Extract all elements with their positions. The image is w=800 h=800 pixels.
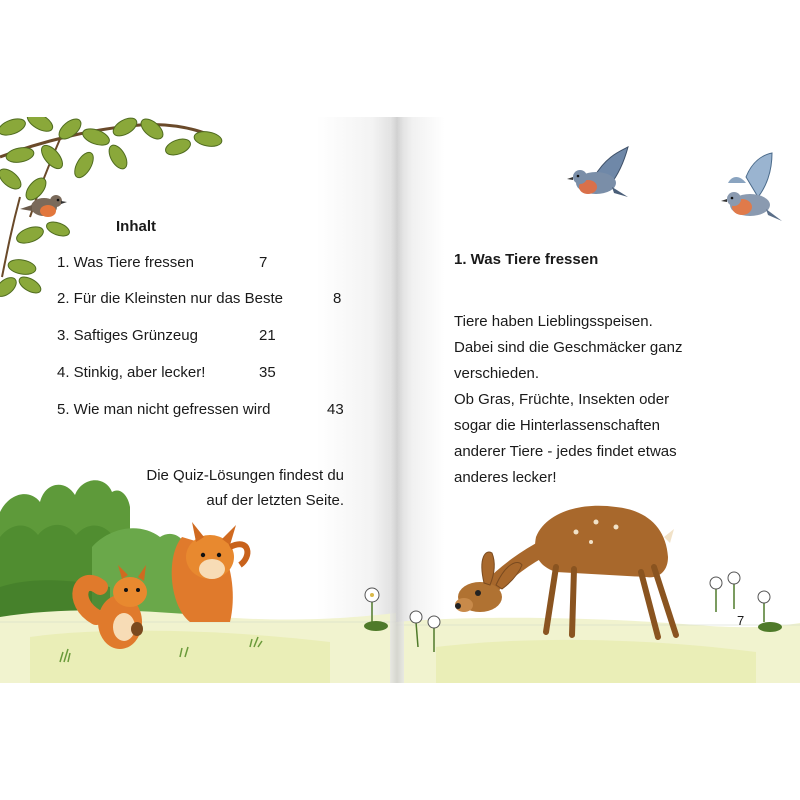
body-line: Dabei sind die Geschmäcker ganz: [454, 339, 683, 356]
toc-entry-title: 3. Saftiges Grünzeug: [57, 327, 198, 344]
white-flower-icon: [364, 588, 388, 631]
toc-entry: [57, 364, 347, 384]
toc-entry: [57, 254, 347, 274]
toc-entry-title: 1. Was Tiere fressen: [57, 254, 194, 271]
body-line: verschieden.: [454, 365, 540, 382]
page-number: 7: [737, 613, 745, 628]
toc-entry: [57, 327, 347, 347]
body-line: anderes lecker!: [454, 469, 557, 486]
quiz-note-line: auf der letzten Seite.: [206, 492, 344, 509]
chapter-title: 1. Was Tiere fressen: [454, 251, 599, 268]
body-line: Ob Gras, Früchte, Insekten oder: [454, 391, 670, 408]
toc-entry-page: 8: [333, 290, 342, 307]
toc-entry-page: 21: [259, 327, 276, 344]
toc-entry-page: 43: [327, 401, 344, 418]
right-page: [396, 117, 800, 683]
chapter-body: [454, 309, 682, 491]
book-spread: [0, 117, 800, 683]
left-page-illustrations: [0, 117, 396, 683]
body-line: sogar die Hinterlassenschaften: [454, 417, 660, 434]
toc-entry-page: 35: [259, 364, 276, 381]
body-line: anderer Tiere - jedes findet etwas: [454, 443, 677, 460]
robin-flying-icon: [721, 153, 782, 221]
toc-entry: [57, 401, 347, 421]
toc-entry-title: 5. Wie man nicht gefressen wird: [57, 401, 271, 418]
fawn-illustration: [455, 506, 676, 637]
toc-entry: [57, 290, 347, 310]
toc-entry-page: 7: [259, 254, 268, 271]
left-page: [0, 117, 396, 683]
book-gutter: [390, 117, 404, 683]
quiz-note: [146, 463, 344, 513]
toc-entry-title: 2. Für die Kleinsten nur das Beste: [57, 290, 283, 307]
toc-heading: Inhalt: [116, 218, 156, 235]
toc-entry-title: 4. Stinkig, aber lecker!: [57, 364, 206, 381]
body-line: Tiere haben Lieblingsspeisen.: [454, 313, 653, 330]
robin-flying-icon: [567, 147, 628, 197]
quiz-note-line: Die Quiz-Lösungen findest du: [146, 467, 344, 484]
